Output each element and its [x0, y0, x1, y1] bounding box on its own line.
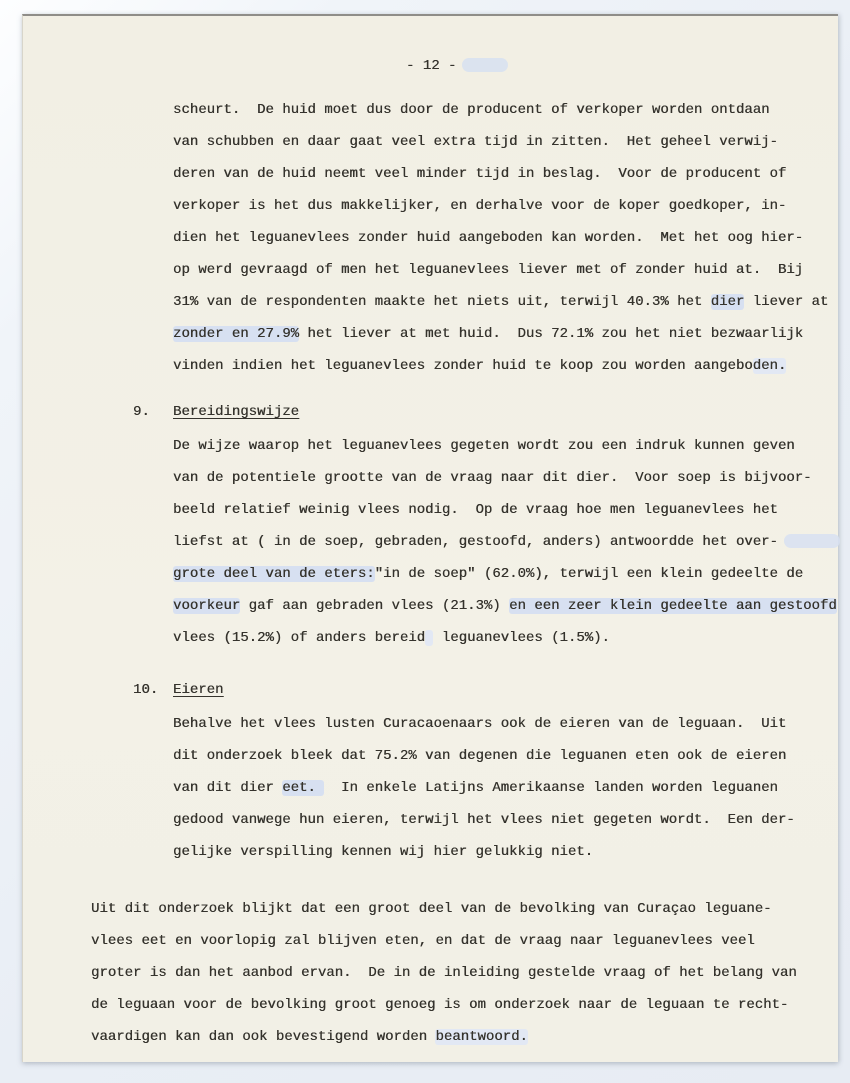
highlighted-text: zonder en 27.9%: [173, 326, 300, 342]
highlighted-text: eet.: [282, 780, 325, 796]
section-body: [23, 430, 838, 654]
section-heading: [23, 674, 838, 706]
highlighted-text: grote deel van de eters:: [173, 566, 375, 582]
text-line: [173, 430, 838, 462]
text-segment: op werd gevraagd of men het leguanevlees liever met of zonder huid at. Bij: [173, 262, 804, 278]
highlight-smudge: [462, 58, 508, 72]
text-segment: Uit dit onderzoek blijkt dat een groot deel van de bevolking van Curaçao leguane-: [91, 901, 772, 917]
text-segment: "in de soep" (62.0%), terwijl een klein gedeelte de: [374, 566, 804, 582]
highlighted-text: [784, 534, 840, 548]
text-segment: gaf aan gebraden vlees (21.3%): [240, 598, 510, 614]
text-line: [173, 708, 838, 740]
text-segment: vinden indien het leguanevlees zonder huid te koop zou worden aangebo: [173, 358, 753, 374]
highlighted-text: beantwoord.: [435, 1029, 528, 1045]
text-segment: 31% van de respondenten maakte het niets uit, terwijl 40.3% het: [173, 294, 711, 310]
text-line: [173, 462, 838, 494]
text-line: [173, 558, 838, 590]
text-segment: gedood vanwege hun eieren, terwijl het vlees niet gegeten wordt. Een der-: [173, 812, 795, 828]
highlighted-text: den.: [752, 358, 787, 374]
text-segment: de leguaan voor de bevolking groot genoeg is om onderzoek naar de leguaan te recht-: [91, 997, 789, 1013]
text-line: [173, 158, 838, 190]
text-line: [91, 957, 838, 989]
closing-paragraph: [23, 893, 838, 1053]
text-segment: van schubben en daar gaat veel extra tijd in zitten. Het geheel verwij-: [173, 134, 778, 150]
text-line: [173, 126, 838, 158]
text-line: [91, 1021, 838, 1053]
text-segment: gelijke verspilling kennen wij hier gelukkig niet.: [173, 844, 594, 860]
text-segment: vaardigen kan dan ook bevestigend worden: [91, 1029, 436, 1045]
text-line: [173, 740, 838, 772]
text-segment: De wijze waarop het leguanevlees gegeten wordt zou een indruk kunnen geven: [173, 438, 795, 454]
text-segment: vlees eet en voorlopig zal blijven eten, en dat de vraag naar leguanevlees veel: [91, 933, 755, 949]
text-line: [173, 590, 838, 622]
text-segment: het liever at met huid. Dus 72.1% zou het niet bezwaarlijk: [299, 326, 804, 342]
page-number-row: [23, 50, 838, 82]
page-number: - 12 -: [406, 58, 457, 74]
text-segment: scheurt. De huid moet dus door de producent of verkoper worden ontdaan: [173, 102, 770, 118]
text-segment: groter is dan het aanbod ervan. De in de inleiding gestelde vraag of het belang van: [91, 965, 797, 981]
text-line: [173, 318, 838, 350]
text-line: [173, 254, 838, 286]
section-heading: [23, 396, 838, 428]
text-segment: dit onderzoek bleek dat 75.2% van degenen die leguanen eten ook de eieren: [173, 748, 787, 764]
highlighted-text: voorkeur: [173, 598, 241, 614]
text-line: [173, 222, 838, 254]
text-segment: In enkele Latijns Amerikaanse landen worden leguanen: [324, 780, 778, 796]
text-segment: dien het leguanevlees zonder huid aangeboden kan worden. Met het oog hier-: [173, 230, 804, 246]
text-line: [91, 925, 838, 957]
text-line: [173, 190, 838, 222]
text-line: [173, 94, 838, 126]
highlighted-text: dier: [710, 294, 745, 310]
section-body: [23, 708, 838, 868]
text-segment: liever at: [744, 294, 829, 310]
section-title: Bereidingswijze: [173, 404, 300, 420]
text-segment: liefst at ( in de soep, gebraden, gestoofd, anders) antwoordde het over-: [173, 534, 778, 550]
section-title: Eieren: [173, 682, 224, 698]
text-line: [173, 836, 838, 868]
section-number: 9.: [133, 404, 150, 420]
text-segment: van dit dier: [173, 780, 283, 796]
text-line: [91, 893, 838, 925]
section-bereidingswijze: [23, 396, 838, 654]
text-segment: deren van de huid neemt veel minder tijd in beslag. Voor de producent of: [173, 166, 787, 182]
text-line: [173, 622, 838, 654]
text-line: [173, 526, 838, 558]
text-segment: vlees (15.2%) of anders bereid: [173, 630, 426, 646]
section-number: 10.: [133, 682, 159, 698]
intro-paragraph: [23, 94, 838, 382]
text-segment: van de potentiele grootte van de vraag naar dit dier. Voor soep is bijvoor-: [173, 470, 812, 486]
highlighted-text: en een zeer klein gedeelte aan gestoofd: [509, 598, 837, 614]
text-line: [173, 494, 838, 526]
text-line: [173, 286, 838, 318]
text-line: [173, 350, 838, 382]
text-line: [173, 804, 838, 836]
text-line: [173, 772, 838, 804]
text-segment: beeld relatief weinig vlees nodig. Op de vraag hoe men leguanevlees het: [173, 502, 778, 518]
text-segment: verkoper is het dus makkelijker, en derhalve voor de koper goedkoper, in-: [173, 198, 787, 214]
text-segment: leguanevlees (1.5%).: [433, 630, 610, 646]
document-page: [22, 14, 838, 1062]
section-eieren: [23, 674, 838, 868]
text-line: [91, 989, 838, 1021]
text-segment: Behalve het vlees lusten Curacaoenaars ook de eieren van de leguaan. Uit: [173, 716, 787, 732]
